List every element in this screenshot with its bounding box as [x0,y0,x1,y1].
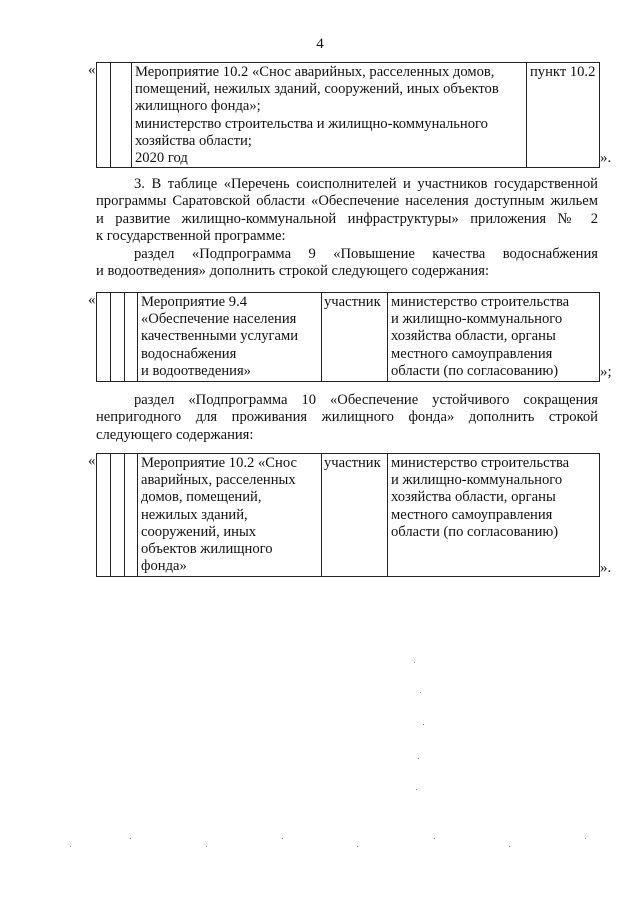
table-line: аварийных, расселенных [141,472,296,489]
table-line: Мероприятие 10.2 «Снос [141,455,297,471]
table-line: министерство строительства [391,455,570,471]
paragraph-subprogram-9 [96,246,598,281]
table-line: объектов жилищного [141,541,273,558]
text-line: непригодного для проживания жилищного фонда» дополнить строкой [96,409,598,426]
scan-speck [434,838,435,839]
table-line: помещений, нежилых зданий, сооружений, иных объектов [135,81,499,98]
table-line: качественными услугами [141,328,299,345]
table-line: министерство строительства и жилищно-коммунального [135,115,488,132]
close-quote: ». [600,560,612,576]
table-line: и жилищно-коммунального [391,311,563,328]
close-quote: ». [600,150,612,166]
scan-speck [206,846,207,847]
table-line: жилищного фонда»; [135,98,261,115]
scan-speck [282,838,283,839]
table-cell-empty [125,293,138,382]
text-line: программы Саратовской области «Обеспечение населения доступным жильем [96,193,598,210]
table-block-1 [96,62,600,168]
table-cell-empty [97,293,111,382]
paragraph-item-3 [96,176,598,246]
text-line: 3. В таблице «Перечень соисполнителей и участников государственной [134,176,598,192]
text-line: следующего содержания: [96,426,254,443]
scan-speck [130,838,131,839]
table-block-3 [96,453,600,577]
open-quote: « [88,292,96,308]
table-cell-empty [97,63,111,168]
table-cell-role: участник [322,293,388,382]
table-cell-role: участник [322,454,388,577]
table-line: 2020 год [135,150,188,167]
scan-speck [414,662,415,663]
table-line: и водоотведения» [141,362,251,379]
table-line: местного самоуправления [391,506,553,523]
table-line: области (по согласованию) [391,523,559,540]
table-cell-empty [111,293,125,382]
text-line: раздел «Подпрограмма 10 «Обеспечение устойчивого сокращения [134,392,598,408]
scan-speck [416,789,417,790]
scan-speck [585,838,586,839]
text-line: раздел «Подпрограмма 9 «Повышение качества водоснабжения [134,246,598,262]
table-line: области (по согласованию) [391,362,559,379]
table-cell-item: пункт 10.2 [527,63,600,168]
paragraph-subprogram-10 [96,392,598,444]
table-line: Мероприятие 10.2 «Снос аварийных, расселенных домов, [135,64,495,80]
table-cell-event [138,293,322,382]
scan-speck [509,846,510,847]
table-line: домов, помещений, [141,489,262,506]
scan-speck [420,692,421,693]
scan-speck [423,724,424,725]
text-line: и развитие жилищно-коммунальной инфраструктуры» приложения № 2 [96,210,598,227]
table-cell-event [138,454,322,577]
table-line: водоснабжения [141,345,237,362]
table-cell-empty [125,454,138,577]
table-line: хозяйства области, органы [391,489,556,506]
table-cell-executor [388,454,600,577]
page-number: 4 [316,36,324,52]
table-line: местного самоуправления [391,345,553,362]
table-cell-empty [97,454,111,577]
table-line: сооружений, иных [141,523,257,540]
table-cell-empty [111,63,132,168]
open-quote: « [88,62,96,78]
text-line: к государственной программе: [96,228,286,245]
table-line: хозяйства области; [135,132,252,149]
close-quote: »; [600,364,612,380]
table-line: и жилищно-коммунального [391,472,563,489]
table-block-2 [96,292,600,382]
table-line: Мероприятие 9.4 [141,294,248,310]
table-cell-event [132,63,527,168]
table-line: министерство строительства [391,294,570,310]
open-quote: « [88,453,96,469]
text-line: и водоотведения» дополнить строкой следующего содержания: [96,263,490,280]
table-cell-executor [388,293,600,382]
scan-speck [357,846,358,847]
table-line: «Обеспечение населения [141,311,297,328]
table-line: нежилых зданий, [141,506,248,523]
scan-speck [70,846,71,847]
table-cell-empty [111,454,125,577]
table-line: хозяйства области, органы [391,328,556,345]
scan-speck [418,758,419,759]
table-line: фонда» [141,558,187,575]
